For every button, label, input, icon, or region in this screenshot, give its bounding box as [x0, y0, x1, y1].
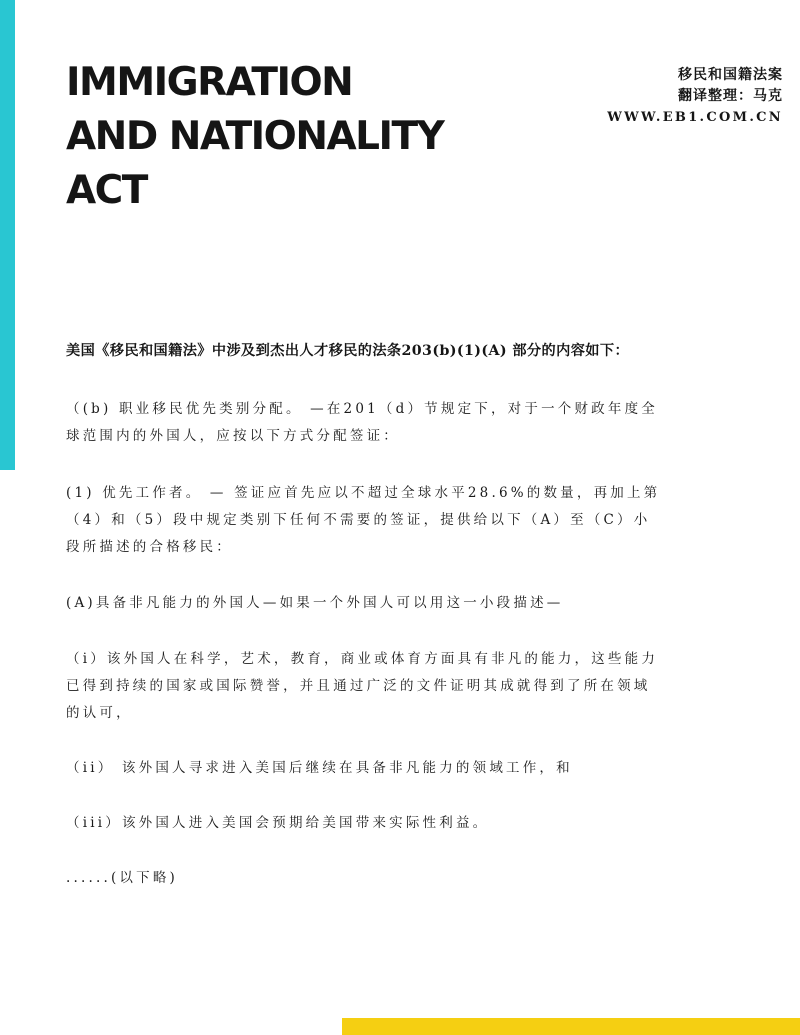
- paragraph-i: （i）该外国人在科学，艺术，教育，商业或体育方面具有非凡的能力，这些能力已得到持续的国家或国际赞誉，并且通过广泛的文件证明其成就得到了所在领域的认可，: [66, 651, 659, 721]
- website-url: WWW.EB1.COM.CN: [607, 110, 783, 125]
- paragraph-a-extraordinary-ability: (A)具备非凡能力的外国人—如果一个外国人可以用这一小段描述—: [66, 595, 564, 611]
- document-name: 移民和国籍法案: [678, 67, 783, 83]
- left-accent-bar: [0, 0, 15, 470]
- main-title: [66, 56, 443, 218]
- paragraph-ii: （ii） 该外国人寻求进入美国后继续在具备非凡能力的领域工作，和: [66, 760, 573, 776]
- paragraph-1-priority-workers: (1) 优先工作者。 — 签证应首先应以不超过全球水平28.6%的数量，再加上第（4）和（5）段中规定类别下任何不需要的签证，提供给以下（A）至（C）小段所描述的合格移民：: [66, 485, 661, 555]
- paragraph-omitted: ......(以下略): [66, 870, 178, 886]
- title-line-3: ACT: [66, 168, 147, 213]
- paragraph-b-allocation: （(b) 职业移民优先类别分配。 —在201（d）节规定下，对于一个财政年度全球范围内的外国人，应按以下方式分配签证：: [66, 401, 658, 444]
- paragraph-iii: （iii）该外国人进入美国会预期给美国带来实际性利益。: [66, 815, 490, 831]
- title-line-2: AND NATIONALITY: [66, 114, 444, 159]
- translator-credit: 翻译整理：马克: [678, 88, 783, 104]
- title-line-1: IMMIGRATION: [66, 60, 353, 105]
- header-meta: [607, 65, 783, 128]
- bottom-accent-bar: [342, 1018, 800, 1035]
- intro-text: 美国《移民和国籍法》中涉及到杰出人才移民的法条203(b)(1)(A) 部分的内容如下：: [66, 343, 630, 359]
